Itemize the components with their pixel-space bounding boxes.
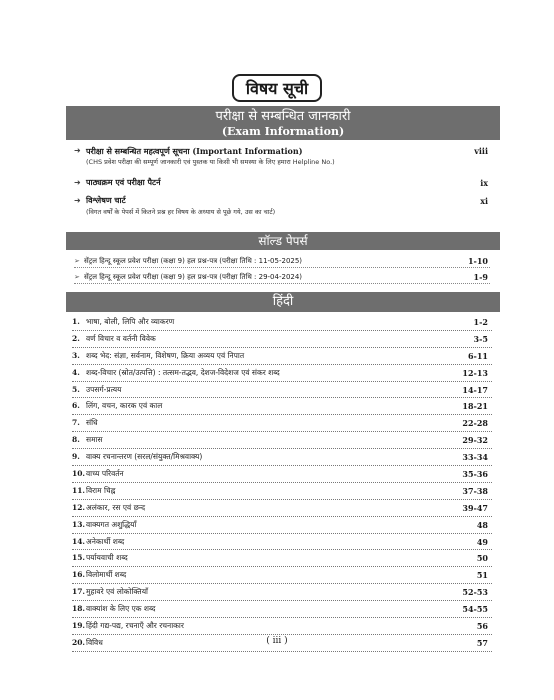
toc-page: 50 [476, 553, 488, 564]
toc-page: 18-21 [462, 401, 488, 412]
exam-item-page: viii [474, 146, 488, 156]
toc-row[interactable] [72, 550, 492, 567]
toc-num: 8. [72, 435, 80, 445]
solved-paper-label: सेंट्रल हिन्दू स्कूल प्रवेश परीक्षा (कक्षा 9) हल प्रश्न-पत्र (परीक्षा तिथि : 11-05-2025) [84, 257, 303, 265]
exam-item-note: (CHS प्रवेश परीक्षा की सम्पूर्ण जानकारी एवं पुस्तक या किसी भी समस्या के लिए हमारा Helpline No.) [86, 158, 335, 166]
solved-paper-label: सेंट्रल हिन्दू स्कूल प्रवेश परीक्षा (कक्षा 9) हल प्रश्न-पत्र (परीक्षा तिथि : 29-04-2024) [84, 273, 303, 281]
toc-num: 19. [72, 621, 86, 631]
toc-page: 6-11 [467, 350, 488, 361]
solved-paper-page: 1-9 [473, 272, 488, 282]
toc-row[interactable] [72, 483, 492, 500]
toc-num: 20. [72, 637, 86, 647]
toc-num: 18. [72, 604, 86, 614]
hindi-toc-list [72, 314, 492, 652]
exam-item-label: परीक्षा से सम्बन्धित महत्वपूर्ण सूचना (Important Information) [86, 146, 303, 156]
toc-num: 7. [72, 418, 80, 428]
solved-papers-heading: सॉल्ड पेपर्स [66, 232, 500, 250]
toc-page: 57 [476, 637, 488, 648]
toc-page: 39-47 [462, 502, 488, 513]
arrow-icon: ➜ [74, 196, 81, 205]
toc-label: लिंग, वचन, कारक एवं काल [86, 401, 163, 411]
toc-page: 12-13 [462, 367, 488, 378]
toc-row[interactable] [72, 466, 492, 483]
toc-label: भाषा, बोली, लिपि और व्याकरण [86, 317, 175, 326]
toc-label: संधि [86, 418, 98, 428]
toc-page: 37-38 [462, 485, 488, 496]
toc-row[interactable] [72, 331, 492, 348]
page-title: विषय सूची [232, 74, 322, 102]
toc-num: 9. [72, 452, 80, 462]
arrow-icon: ➜ [74, 178, 81, 187]
toc-label: विविध [86, 637, 103, 647]
toc-num: 4. [72, 367, 80, 377]
toc-label: पर्यायवाची शब्द [86, 553, 128, 563]
toc-num: 16. [72, 570, 86, 580]
exam-item-note: (विगत वर्षों के पेपर्स में कितने प्रश्न हर विषय के अध्याय से पूछे गये, उस का चार्ट) [86, 208, 276, 216]
toc-label: समास [86, 435, 103, 445]
toc-page: 22-28 [462, 418, 488, 429]
toc-row[interactable] [72, 601, 492, 618]
toc-num: 5. [72, 384, 80, 394]
arrow-icon: ➢ [74, 273, 80, 281]
toc-row[interactable] [72, 348, 492, 365]
toc-page: 56 [476, 621, 488, 632]
exam-info-heading [66, 106, 500, 140]
exam-info-heading-en: (Exam Information) [221, 125, 345, 138]
toc-row[interactable] [72, 449, 492, 466]
toc-page: 48 [476, 519, 488, 530]
page-number: ( iii ) [266, 636, 288, 646]
arrow-icon: ➢ [74, 257, 80, 265]
toc-label: विराम चिह्न [86, 485, 116, 495]
toc-row[interactable] [72, 500, 492, 517]
toc-num: 11. [72, 485, 86, 495]
exam-info-heading-hi: परीक्षा से सम्बन्धित जानकारी [215, 109, 351, 124]
toc-row[interactable] [72, 398, 492, 415]
toc-row[interactable] [72, 567, 492, 584]
toc-label: हिंदी गद्य-पद्य, रचनाएँ और रचनाकार [86, 621, 184, 631]
toc-row[interactable] [72, 365, 492, 382]
toc-row[interactable] [72, 517, 492, 534]
toc-num: 2. [72, 333, 80, 343]
toc-label: वाच्य परिवर्तन [86, 469, 124, 479]
hindi-heading: हिंदी [66, 292, 500, 312]
toc-page: 14-17 [462, 384, 488, 395]
toc-row[interactable] [72, 382, 492, 399]
toc-row[interactable] [72, 618, 492, 635]
toc-label: मुहावरे एवं लोकोक्तियाँ [86, 587, 148, 597]
exam-item-page: ix [480, 178, 488, 188]
toc-page: 3-5 [473, 333, 488, 344]
toc-num: 6. [72, 401, 80, 411]
toc-num: 15. [72, 553, 86, 563]
toc-num: 12. [72, 502, 86, 512]
toc-page: 1-2 [473, 317, 488, 327]
toc-num: 17. [72, 587, 86, 597]
toc-page: 35-36 [462, 469, 488, 480]
toc-row[interactable] [72, 314, 492, 331]
exam-item-label: विश्लेषण चार्ट [86, 196, 126, 205]
toc-page: 49 [476, 536, 488, 547]
toc-page: 52-53 [462, 587, 488, 598]
exam-item-page: xi [480, 196, 488, 206]
solved-paper-2024[interactable] [74, 270, 490, 284]
toc-label: वाक्यांश के लिए एक शब्द [86, 604, 156, 614]
toc-label: अलंकार, रस एवं छन्द [86, 502, 146, 512]
toc-num: 13. [72, 519, 86, 529]
solved-paper-2025[interactable] [74, 254, 490, 268]
toc-row[interactable] [72, 415, 492, 432]
toc-num: 14. [72, 536, 86, 546]
toc-label: अनेकार्थी शब्द [86, 536, 125, 546]
toc-num: 1. [72, 317, 80, 326]
toc-label: वाक्यगत अशुद्धियाँ [86, 519, 137, 529]
toc-page: 33-34 [462, 452, 488, 463]
toc-page: 29-32 [462, 435, 488, 446]
toc-label: विलोमार्थी शब्द [86, 570, 127, 580]
toc-page: 54-55 [462, 604, 488, 615]
toc-num: 3. [72, 350, 80, 360]
toc-label: वर्ण विचार व वर्तनी विवेक [86, 333, 156, 343]
toc-row[interactable] [72, 584, 492, 601]
solved-paper-page: 1-10 [467, 256, 488, 266]
toc-label: शब्द भेद: संज्ञा, सर्वनाम, विशेषण, क्रिया अव्यय एवं निपात [86, 350, 245, 360]
toc-label: शब्द-विचार (स्रोत/उत्पत्ति) : तत्सम-तद्भव, देशज-विदेशज एवं संकर शब्द [86, 367, 280, 377]
toc-page: 51 [476, 570, 488, 581]
arrow-icon: ➜ [74, 146, 81, 155]
exam-item-label: पाठ्यक्रम एवं परीक्षा पैटर्न [86, 178, 161, 187]
toc-label: वाक्य रचनान्तरण (सरल/संयुक्त/मिश्रवाक्य) [86, 452, 203, 462]
toc-num: 10. [72, 469, 86, 479]
toc-label: उपसर्ग-प्रत्यय [86, 384, 122, 394]
toc-row[interactable] [72, 534, 492, 551]
toc-row[interactable] [72, 432, 492, 449]
